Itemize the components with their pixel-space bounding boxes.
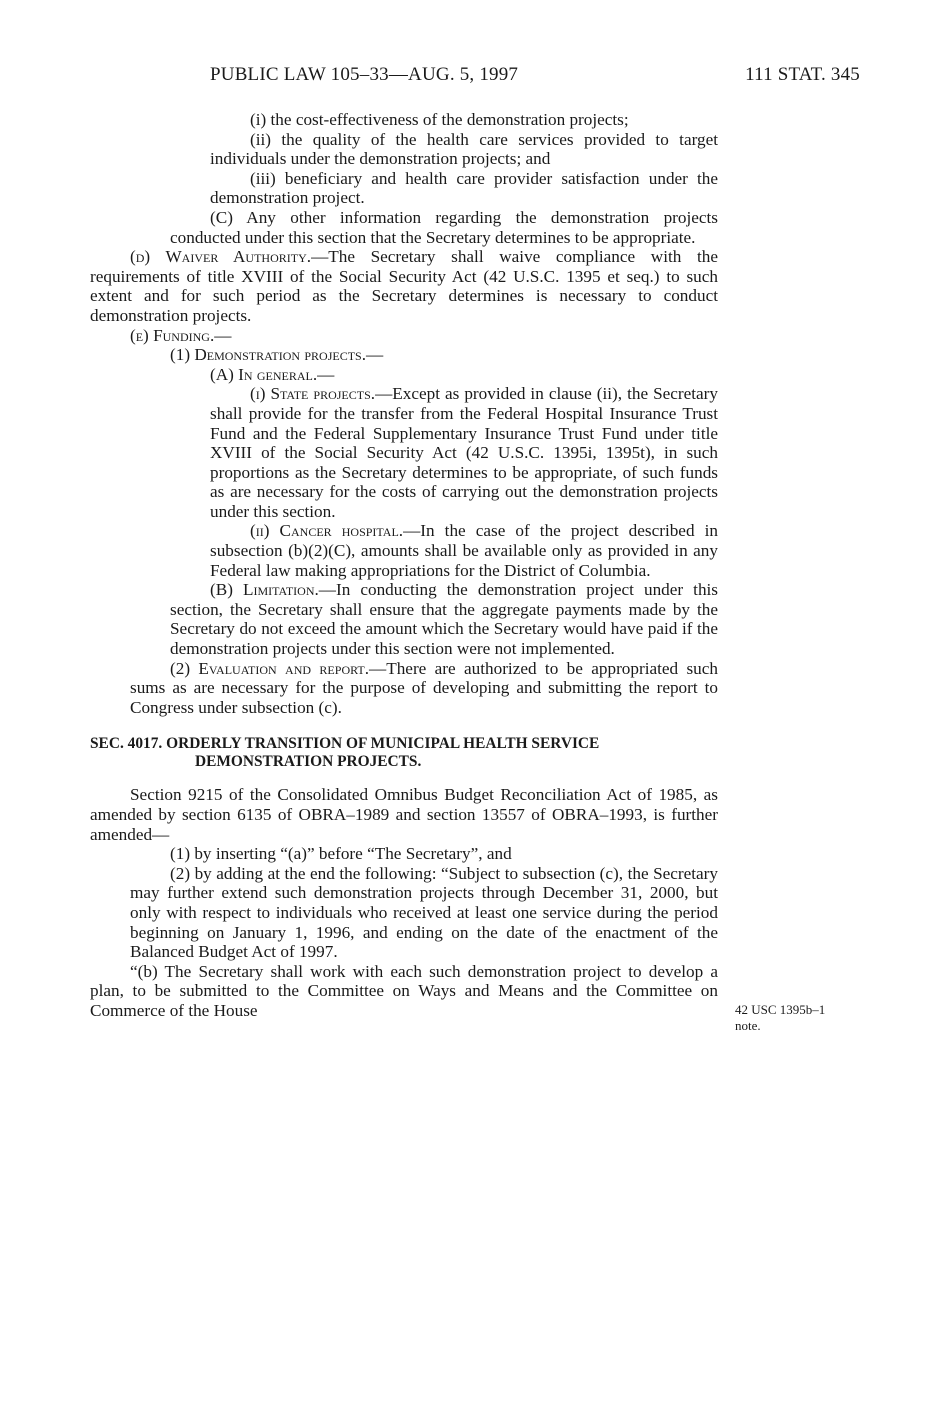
paragraph-d-label: (d) Waiver Authority. [130, 247, 312, 267]
section-heading [90, 735, 718, 771]
paragraph-e-B-label: (B) Limitation. [210, 580, 319, 600]
paragraph-e-i [90, 384, 718, 521]
section-item-1: (1) by inserting “(a)” before “The Secretary”, and [170, 844, 512, 864]
paragraph-e [90, 326, 718, 346]
paragraph-e2-label: (2) Evaluation and report. [170, 658, 370, 678]
section-subsection-b: “(b) The Secretary shall work with each such demonstration project to develop a plan, to be submitted to the Committee on Ways and Means and the Committee on Commerce of the House [90, 961, 718, 1020]
body-text [90, 110, 718, 1021]
paragraph-e-ii-text: —In the case of the project described in subsection (b)(2)(C), amounts shall be available only as provided in any Federal law making appropriations for the District of Columbia. [210, 521, 718, 580]
paragraph-e-ii-label: (ii) Cancer hospital. [250, 521, 404, 541]
paragraph-e-ii [90, 521, 718, 580]
paragraph-e1 [90, 345, 718, 365]
section-heading-line2: DEMONSTRATION PROJECTS. [195, 753, 422, 771]
paragraph-e-dash: — [214, 325, 232, 345]
margin-note [735, 1002, 865, 1034]
section-intro: Section 9215 of the Consolidated Omnibus Budget Reconciliation Act of 1985, as amended by section 6135 of OBRA–1989 and section 13557 of OBRA–1993, is further amended— [90, 785, 718, 844]
paragraph-eA-label: (A) In general. [210, 364, 318, 384]
paragraph-e-i-text: —Except as provided in clause (ii), the Secretary shall provide for the transfer from the Federal Hospital Insurance Trust Fund and the Federal Supplementary Insurance Trust Fund under title XVIII of the Social Security Act (42 U.S.C. 1395i, 1395t), in such proportions as the Secretary determines to be appropriate, of such funds as are necessary for the costs of carrying out the demonstration projects under this section. [210, 384, 718, 521]
section-heading-line1: SEC. 4017. ORDERLY TRANSITION OF MUNICIPAL HEALTH SERVICE [90, 735, 600, 753]
paragraph-e-label: (e) Funding. [130, 325, 215, 345]
paragraph-d [90, 247, 718, 325]
running-head: PUBLIC LAW 105–33—AUG. 5, 1997 [210, 64, 519, 85]
paragraph-c-i: (i) the cost-effectiveness of the demonstration projects; [250, 110, 629, 129]
paragraph-e2-text: —There are authorized to be appropriated such sums as are necessary for the purpose of developing and submitting the report to Congress under subsection (c). [130, 658, 718, 717]
paragraph-e2 [90, 659, 718, 718]
paragraph-eA [90, 365, 718, 385]
paragraph-d-text: —The Secretary shall waive compliance with the requirements of title XVIII of the Social Security Act (42 U.S.C. 1395 et seq.) to such extent and for such period as the Secretary determines is necessary to conduct demonstration projects. [90, 247, 718, 325]
margin-note-citation: 42 USC 1395b–1 [735, 1002, 826, 1017]
paragraph-eA-dash: — [317, 364, 335, 384]
page-number: 111 STAT. 345 [745, 64, 860, 85]
paragraph-c-iii: (iii) beneficiary and health care provider satisfaction under the demonstration project. [210, 168, 718, 208]
paragraph-c-ii: (ii) the quality of the health care services provided to target individuals under the demonstration projects; and [210, 129, 718, 169]
paragraph-e1-dash: — [366, 345, 384, 365]
page-header [210, 64, 860, 90]
section-item-2: (2) by adding at the end the following: “Subject to subsection (c), the Secretary may further extend such demonstration projects through December 31, 2000, but only with respect to individuals who received at least one service during the period beginning on January 1, 1996, and ending on the date of the enactment of the Balanced Budget Act of 1997. [130, 863, 718, 962]
paragraph-c-C: (C) Any other information regarding the demonstration projects conducted under this section that the Secretary determines to be appropriate. [170, 207, 718, 247]
paragraph-e1-label: (1) Demonstration projects. [170, 345, 367, 365]
paragraph-e-B-text: —In conducting the demonstration project under this section, the Secretary shall ensure that the aggregate payments made by the Secretary do not exceed the amount which the Secretary would have paid if the demonstration projects under this section were not implemented. [170, 580, 718, 659]
paragraph-e-i-label: (i) State projects. [250, 384, 376, 404]
paragraph-e-B [90, 580, 718, 658]
margin-note-label: note. [735, 1018, 761, 1033]
